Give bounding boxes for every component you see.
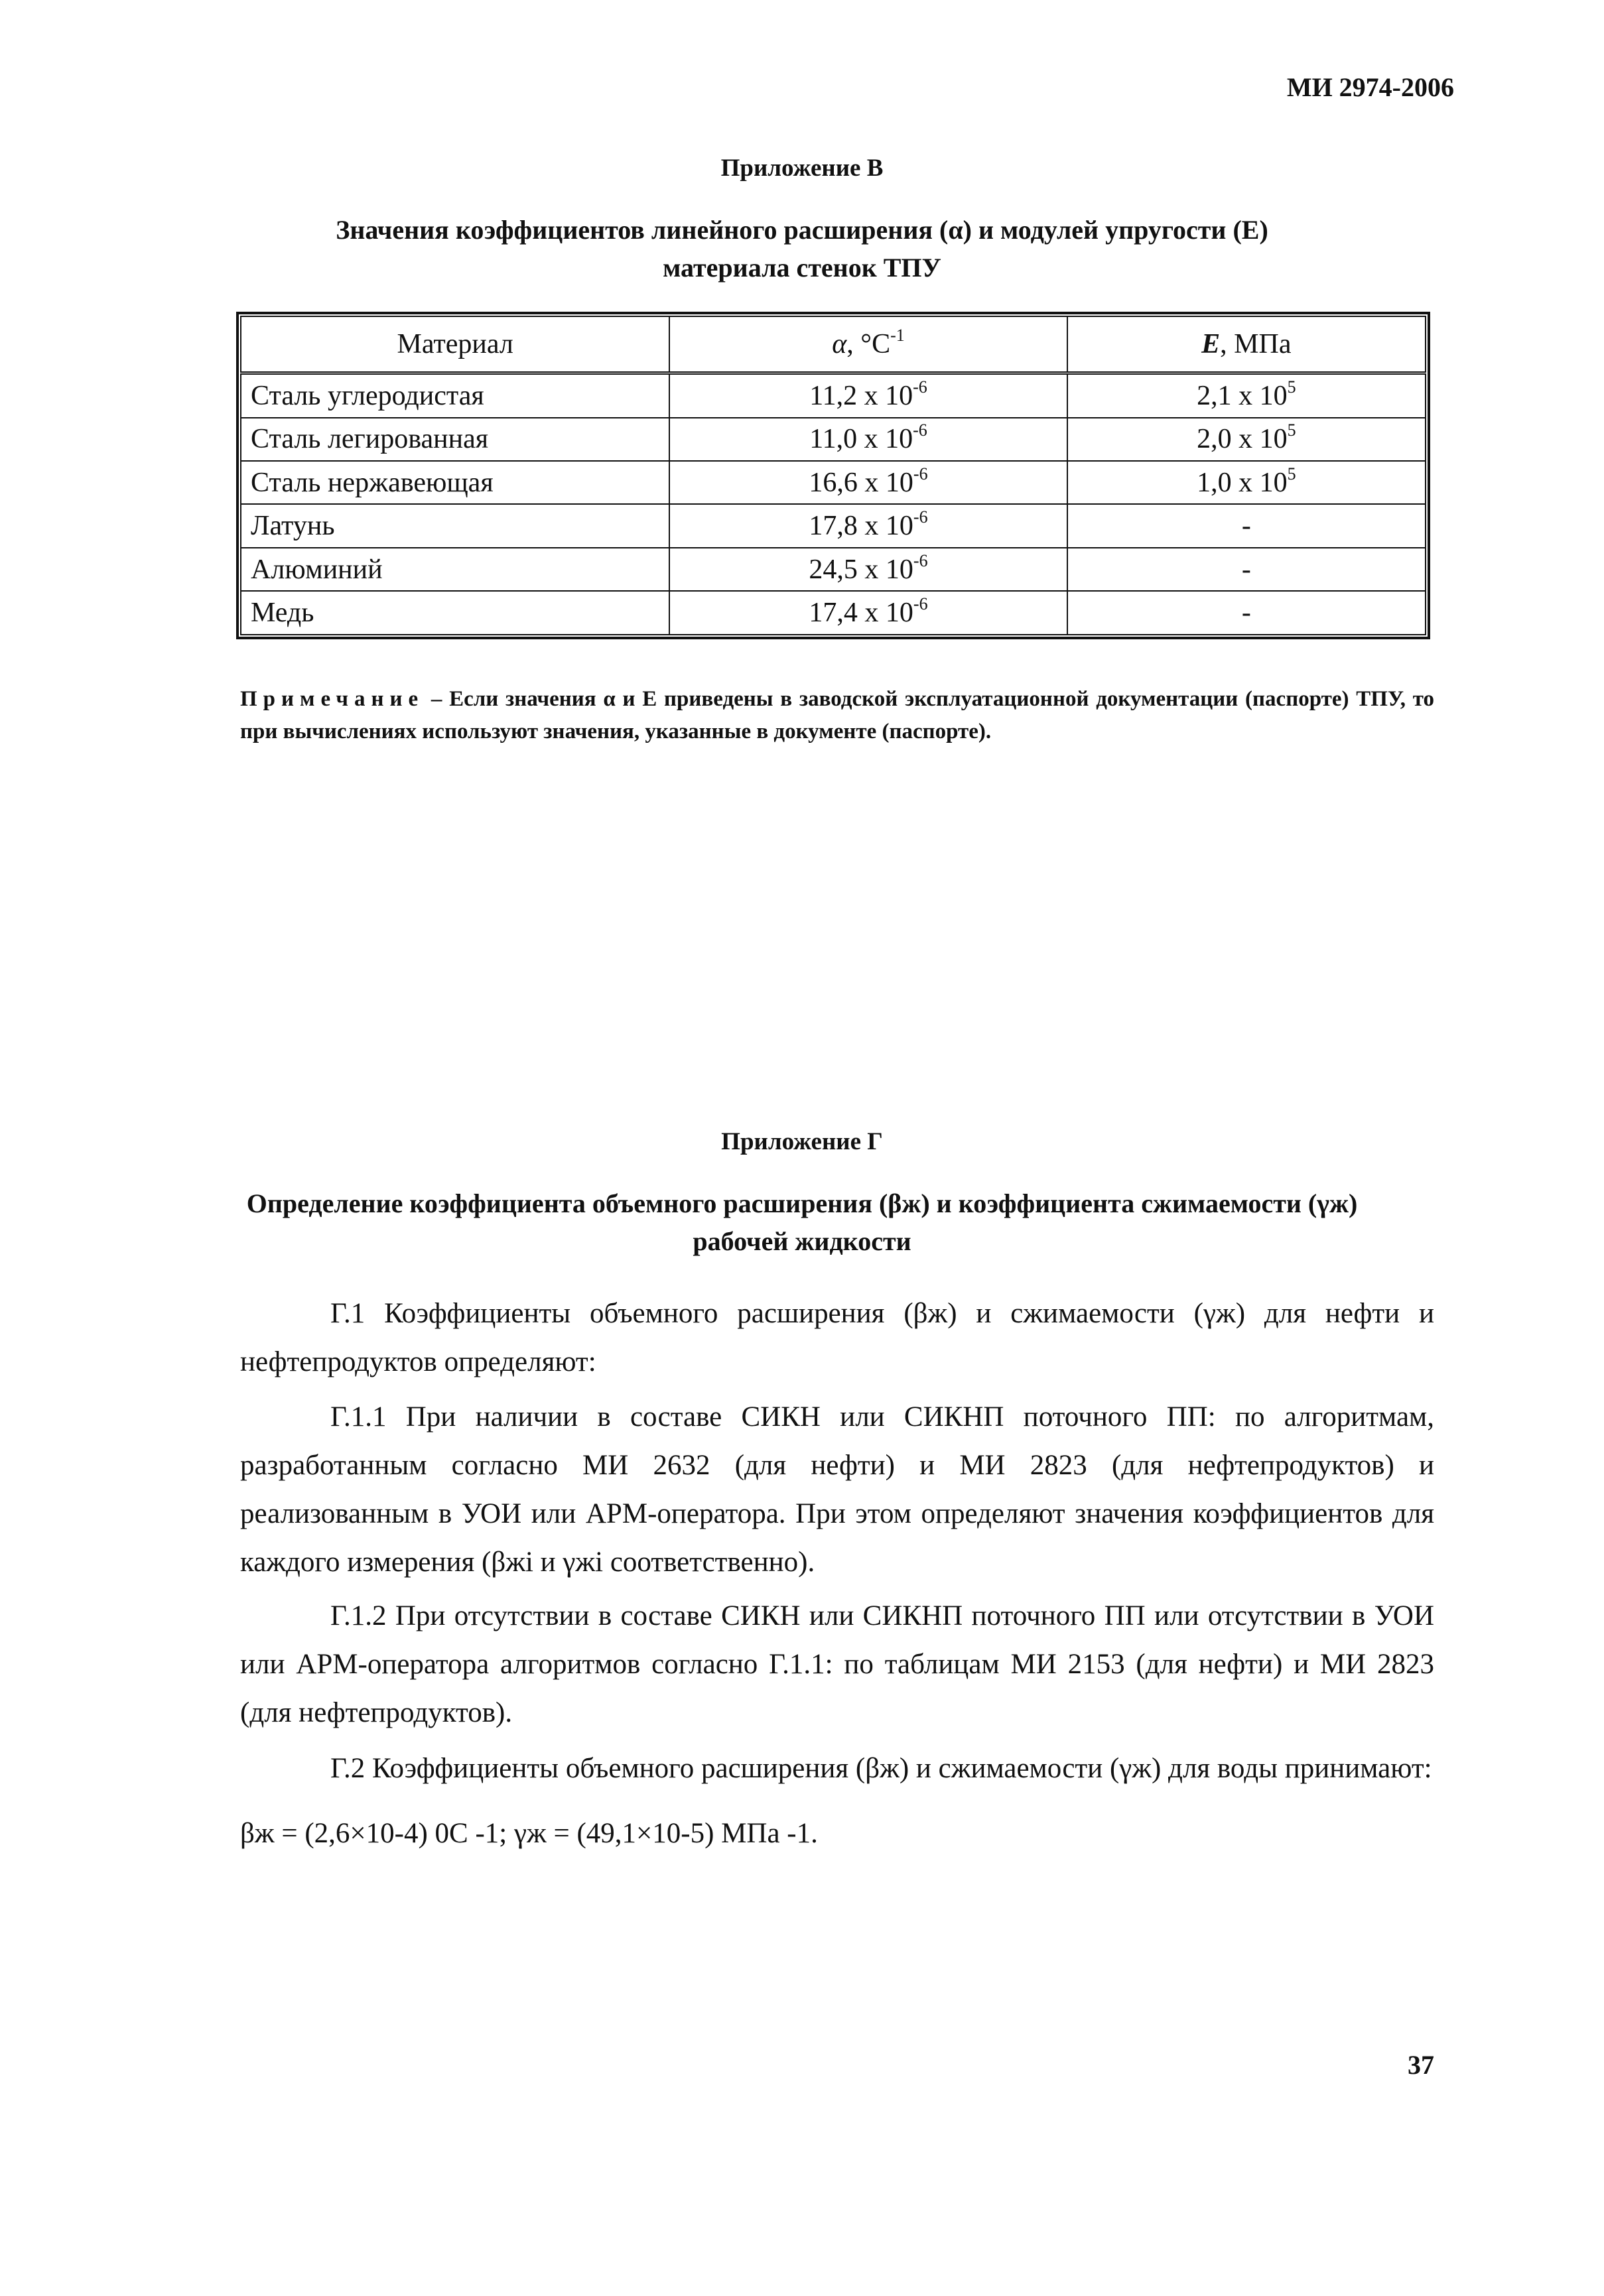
paragraph-g1-1-text: Г.1.1 При наличии в составе СИКН или СИКНП поточного ПП: по алгоритмам, разработанным согласно МИ 2632 (для нефти) и МИ 2823 (для нефтепродуктов) и реализованным в УОИ или АРМ-оператора. При этом определяют значения коэффициентов для каждого измерения (βжi и γжi соответственно). [240, 1401, 1434, 1578]
paragraph-g1 [240, 1289, 1434, 1386]
cell-material: Сталь углеродистая [241, 373, 669, 418]
appendix-v-title-line1: Значения коэффициентов линейного расширения (α) и модулей упругости (E) [336, 215, 1268, 245]
document-code: МИ 2974-2006 [1286, 72, 1454, 102]
note-label: Примечание [240, 687, 425, 711]
cell-alpha: 17,8 x $10^{-6}$ [669, 504, 1067, 547]
table-row [241, 591, 1426, 635]
cell-e: 2,1 x $10^5$ [1067, 373, 1426, 418]
page-number: 37 [1408, 2050, 1434, 2080]
table-row [241, 461, 1426, 504]
table-row [241, 548, 1426, 591]
paragraph-g2 [240, 1744, 1434, 1793]
table-header-row [241, 316, 1426, 373]
paragraph-g1-text: Г.1 Коэффициенты объемного расширения (βж) и сжимаемости (γж) для нефти и нефтепродуктов определяют: [240, 1298, 1434, 1377]
cell-alpha: 17,4 x $10^{-6}$ [669, 591, 1067, 635]
appendix-g-title-line1: Определение коэффициента объемного расширения (βж) и коэффициента сжимаемости (γж) [246, 1188, 1358, 1218]
paragraph-g1-2 [240, 1592, 1434, 1737]
cell-material: Сталь нержавеющая [241, 461, 669, 504]
cell-material: Сталь легированная [241, 418, 669, 461]
paragraph-g1-1 [240, 1393, 1434, 1586]
table-row [241, 418, 1426, 461]
cell-e: - [1067, 504, 1426, 547]
cell-material: Алюминий [241, 548, 669, 591]
cell-alpha: 11,0 x $10^{-6}$ [669, 418, 1067, 461]
appendix-g-title-line2: рабочей жидкости [693, 1226, 911, 1256]
cell-alpha: 24,5 x $10^{-6}$ [669, 548, 1067, 591]
appendix-g-title [0, 1184, 1604, 1260]
paragraph-g2-text: Г.2 Коэффициенты объемного расширения (βж) и сжимаемости (γж) для воды принимают: [330, 1753, 1432, 1784]
note-text: – Если значения α и E приведены в заводской эксплуатационной документации (паспорте) ТПУ, то при вычислениях используют значения, указанные в документе (паспорте). [240, 687, 1434, 743]
formula-water: βж = (2,6×10-4) 0С -1; γж = (49,1×10-5) МПа -1. [240, 1818, 818, 1849]
cell-alpha: 16,6 x $10^{-6}$ [669, 461, 1067, 504]
appendix-v-title [0, 211, 1604, 287]
cell-material: Латунь [241, 504, 669, 547]
header-alpha: α, $^\circ С^{-1}$ [669, 316, 1067, 373]
cell-e: 1,0 x $10^5$ [1067, 461, 1426, 504]
appendix-v-heading: Приложение В [720, 155, 884, 182]
cell-alpha: 11,2 x $10^{-6}$ [669, 373, 1067, 418]
header-material: Материал [241, 316, 669, 373]
appendix-g-heading: Приложение Г [721, 1128, 883, 1155]
cell-e: - [1067, 591, 1426, 635]
header-e: E, МПа [1067, 316, 1426, 373]
material-table [240, 316, 1426, 635]
cell-material: Медь [241, 591, 669, 635]
paragraph-g1-2-text: Г.1.2 При отсутствии в составе СИКН или СИКНП поточного ПП или отсутствии в УОИ или АРМ-оператора алгоритмов согласно Г.1.1: по таблицам МИ 2153 (для нефти) и МИ 2823 (для нефтепродуктов). [240, 1600, 1434, 1728]
table-row [241, 504, 1426, 547]
appendix-v-title-line2: материала стенок ТПУ [663, 253, 941, 283]
cell-e: - [1067, 548, 1426, 591]
table-note [240, 683, 1434, 748]
cell-e: 2,0 x $10^5$ [1067, 418, 1426, 461]
table-row [241, 373, 1426, 418]
